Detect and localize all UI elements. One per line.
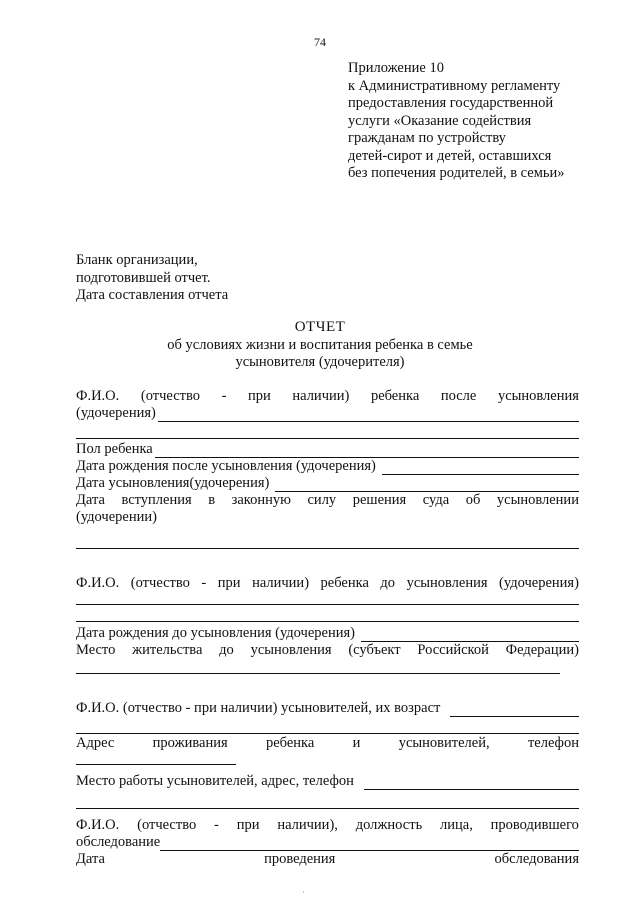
word: усыновления xyxy=(406,575,488,591)
word: и xyxy=(352,735,361,751)
field-label: Дата рождения до усыновления (удочерения) xyxy=(76,625,355,641)
field-label: Пол ребенка xyxy=(76,441,153,457)
word: наличии) xyxy=(292,388,350,404)
annex-header xyxy=(348,60,618,183)
annex-line: детей-сирот и детей, оставшихся xyxy=(348,147,552,164)
residence-before-label xyxy=(76,642,579,659)
org-line: Дата составления отчета xyxy=(76,287,229,303)
field-label: Дата рождения после усыновления (удочерения) xyxy=(76,458,376,474)
report-subtitle: об условиях жизни и воспитания ребенка в семье xyxy=(167,336,473,353)
word: ребенка xyxy=(265,735,315,751)
birth-after-row xyxy=(76,458,579,475)
field-label: (удочерения) xyxy=(76,405,156,421)
word: силу xyxy=(307,492,337,508)
field-label: Место работы усыновителей, адрес, телефон xyxy=(76,773,354,789)
residence-before-field[interactable] xyxy=(76,659,560,674)
word: (отчество xyxy=(137,817,197,833)
report-title: ОТЧЕТ xyxy=(294,319,346,335)
word: - xyxy=(214,817,219,833)
child-name-before-label xyxy=(76,575,579,592)
word: (отчество xyxy=(140,388,200,404)
word: телефон xyxy=(527,735,579,751)
address-label xyxy=(76,735,579,752)
annex-line: предоставления государственной xyxy=(348,95,554,111)
word: усыновления xyxy=(250,642,332,658)
workplace-row xyxy=(76,773,579,790)
child-name-before-field[interactable] xyxy=(76,592,579,605)
court-decision-field[interactable] xyxy=(76,526,579,549)
annex-line: без попечения родителей, в семьи» xyxy=(348,165,565,181)
workplace-field-2[interactable] xyxy=(76,790,579,809)
word: лица, xyxy=(440,817,473,833)
workplace-field[interactable] xyxy=(364,776,579,790)
word: (удочерения) xyxy=(499,575,579,591)
word: Дата xyxy=(76,492,105,508)
adopters-name-field-2[interactable] xyxy=(76,717,579,734)
word: законную xyxy=(231,492,291,508)
inspector-label xyxy=(76,817,579,834)
adopters-name-field[interactable] xyxy=(450,703,579,717)
page-number: 74 xyxy=(314,35,326,49)
report-subtitle-2: усыновителя (удочерителя) xyxy=(235,354,405,370)
annex-line: гражданам по устройству xyxy=(348,130,506,146)
word: об xyxy=(465,492,481,508)
word: обследования xyxy=(494,851,579,867)
word: Адрес xyxy=(76,735,115,751)
child-name-after-row xyxy=(76,405,579,422)
word: при xyxy=(248,388,271,404)
child-name-after-field[interactable] xyxy=(158,408,579,422)
word: до xyxy=(219,642,234,658)
child-name-after-field-2[interactable] xyxy=(76,422,579,439)
word: при xyxy=(217,575,241,591)
word: (отчество xyxy=(130,575,190,591)
word: усыновления xyxy=(497,388,579,404)
org-line: подготовившей отчет. xyxy=(76,269,211,286)
page-dot-mark: · xyxy=(302,888,305,897)
child-name-after-label xyxy=(76,388,579,405)
report-title-block xyxy=(0,319,640,372)
word: Ф.И.О. xyxy=(76,388,120,404)
word: при xyxy=(236,817,260,833)
word: Российской xyxy=(417,642,489,658)
word: (субъект xyxy=(348,642,401,658)
word: усыновлении xyxy=(496,492,579,508)
adopters-name-row xyxy=(76,700,579,717)
word: - xyxy=(221,388,227,404)
birth-before-row xyxy=(76,625,579,642)
inspector-field[interactable] xyxy=(160,837,579,851)
field-label: обследование xyxy=(76,834,161,850)
organization-block xyxy=(76,252,376,305)
field-label: (удочерении) xyxy=(76,509,157,525)
word: усыновителей, xyxy=(398,735,490,751)
report-form xyxy=(76,388,579,868)
word: проводившего xyxy=(490,817,579,833)
annex-line: Приложение 10 xyxy=(348,60,444,76)
word: должность xyxy=(355,817,423,833)
word: после xyxy=(440,388,477,404)
child-sex-field[interactable] xyxy=(155,444,579,458)
birth-after-field[interactable] xyxy=(382,461,579,475)
word: в xyxy=(208,492,216,508)
inspection-date-label xyxy=(76,851,579,868)
word: решения xyxy=(352,492,407,508)
annex-line: к Административному регламенту xyxy=(348,77,561,94)
org-line: Бланк организации, xyxy=(76,252,198,268)
word: ребенка xyxy=(320,575,369,591)
word: проведения xyxy=(264,851,336,867)
word: наличии) xyxy=(252,575,310,591)
word: Федерации) xyxy=(505,642,579,658)
word: Ф.И.О. xyxy=(76,817,120,833)
court-decision-label xyxy=(76,492,579,509)
word: наличии), xyxy=(277,817,338,833)
adoption-date-row xyxy=(76,475,579,492)
child-name-before-field-2[interactable] xyxy=(76,605,579,622)
inspector-row xyxy=(76,834,579,851)
word: ребенка xyxy=(370,388,420,404)
word: проживания xyxy=(152,735,228,751)
annex-line: услуги «Оказание содействия xyxy=(348,112,532,129)
birth-before-field[interactable] xyxy=(361,628,579,642)
field-label: Ф.И.О. (отчество - при наличии) усыновителей, их возраст xyxy=(76,700,441,716)
word: Дата xyxy=(76,851,105,867)
word: Место xyxy=(76,642,116,658)
word: суда xyxy=(422,492,450,508)
word: Ф.И.О. xyxy=(76,575,120,591)
word: - xyxy=(201,575,207,591)
address-field[interactable] xyxy=(76,752,236,765)
word: до xyxy=(380,575,396,591)
child-sex-row xyxy=(76,441,579,458)
word: вступления xyxy=(121,492,192,508)
field-label: Дата усыновления(удочерения) xyxy=(76,475,270,491)
word: жительства xyxy=(132,642,203,658)
adoption-date-field[interactable] xyxy=(275,478,579,492)
